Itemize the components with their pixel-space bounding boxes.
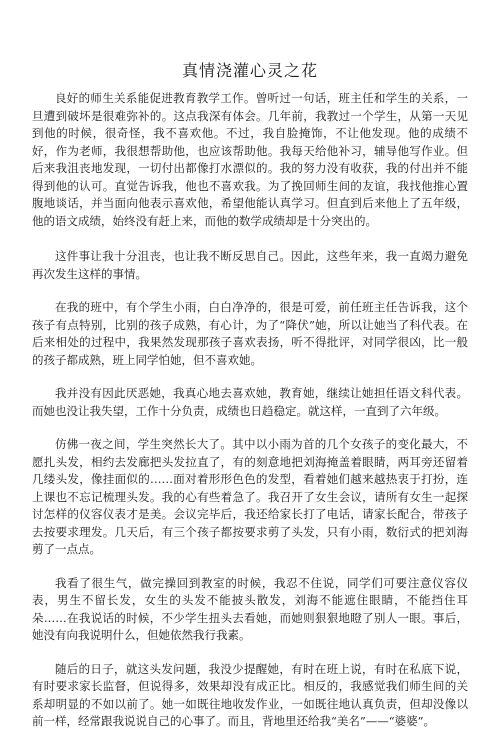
paragraph-1: 良好的师生关系能促进教育教学工作。曾听过一句话，班主任和学生的关系，一旦遭到破坏是很难弥补的。这点我深有体会。几年前，我教过一个学生，从第一天见到他的时候，很奇怪，我不喜欢他。不过，我自脸掩饰，不让他发现。他的成绩不好，作为老师，我很想帮助他，也应该帮助他。我每天给他补习，辅导他写作业。但后来我沮丧地发现，一切付出都像打水漂似的。我的努力没有收获，我的付出并不能得到他的认可。直觉告诉我，他也不喜欢我。为了挽回师生间的友谊，我找他推心置腹地谈话，并当面向他表示喜欢他，希望他能认真学习。但直到后来他上了五年级，他的语文成绩，始终没有赶上来，而他的数学成绩却是十分突出的。	[32, 91, 468, 228]
paragraph-7: 随后的日子，就这头发问题，我没少提醒她，有时在班上说，有时在私底下说，有时要求家长监督，但说得多，效果却没有成正比。相反的，我感觉我们师生间的关系却明显的不如以前了。她一如既往地收发作业，一如既往地认真负责，但却没像以前一样，经常跟我说说自己的心事了。而且，背地里还给我“美名”——“婆婆”。	[32, 661, 468, 728]
paragraph-3: 在我的班中，有个学生小雨，白白净净的，很是可爱，前任班主任告诉我，这个孩子有点特别，比别的孩子成熟，有心计，为了“降伏”她，所以让她当了科代表。在后来相处的过程中，我果然发现那孩子喜欢表扬，听不得批评，对同学很凶，比一般的孩子都成熟，班上同学怕她，但不喜欢她。	[32, 300, 468, 367]
paragraph-4: 我并没有因此厌恶她，我真心地去喜欢她，教育她，继续让她担任语文科代表。而她也没让我失望，工作十分负责，成绩也日趋稳定。就这样，一直到了六年级。	[32, 386, 468, 418]
document-title: 真情浇灌心灵之花	[181, 61, 318, 80]
paragraph-5: 仿佛一夜之间，学生突然长大了。其中以小雨为首的几个女孩子的变化最大，不愿扎头发，相约去发廊把头发拉直了，有的刻意地把刘海掩盖着眼睛，两耳旁还留着几缕头发，像挂面似的……面对着形形色色的发型，看着她们越来越热衷于打扮，连上课也不忘记梳理头发。我的心有些着急了。我召开了女生会议，请所有女生一起探讨怎样的仪容仪表才是美。会议完毕后，我还给家长打了电话，请家长配合，带孩子去按要求理发。几天后，有三个孩子都按要求剪了头发，只有小雨，数衍式的把刘海剪了一点点。	[32, 437, 468, 556]
paragraph-2: 这件事让我十分沮丧，也让我不断反思自己。因此，这些年来，我一直竭力避免再次发生这样的事情。	[32, 249, 468, 281]
paragraph-6: 我看了很生气，做完操回到教室的时候，我忍不住说，同学们可要注意仪容仪表，男生不留长发，女生的头发不能披头散发，刘海不能遮住眼睛，不能挡住耳朵……在我说话的时候，不少学生扭头去看她，而她则狠狠地瞪了别人一眼。事后，她没有向我说明什么，但她依然我行我素。	[32, 575, 468, 642]
